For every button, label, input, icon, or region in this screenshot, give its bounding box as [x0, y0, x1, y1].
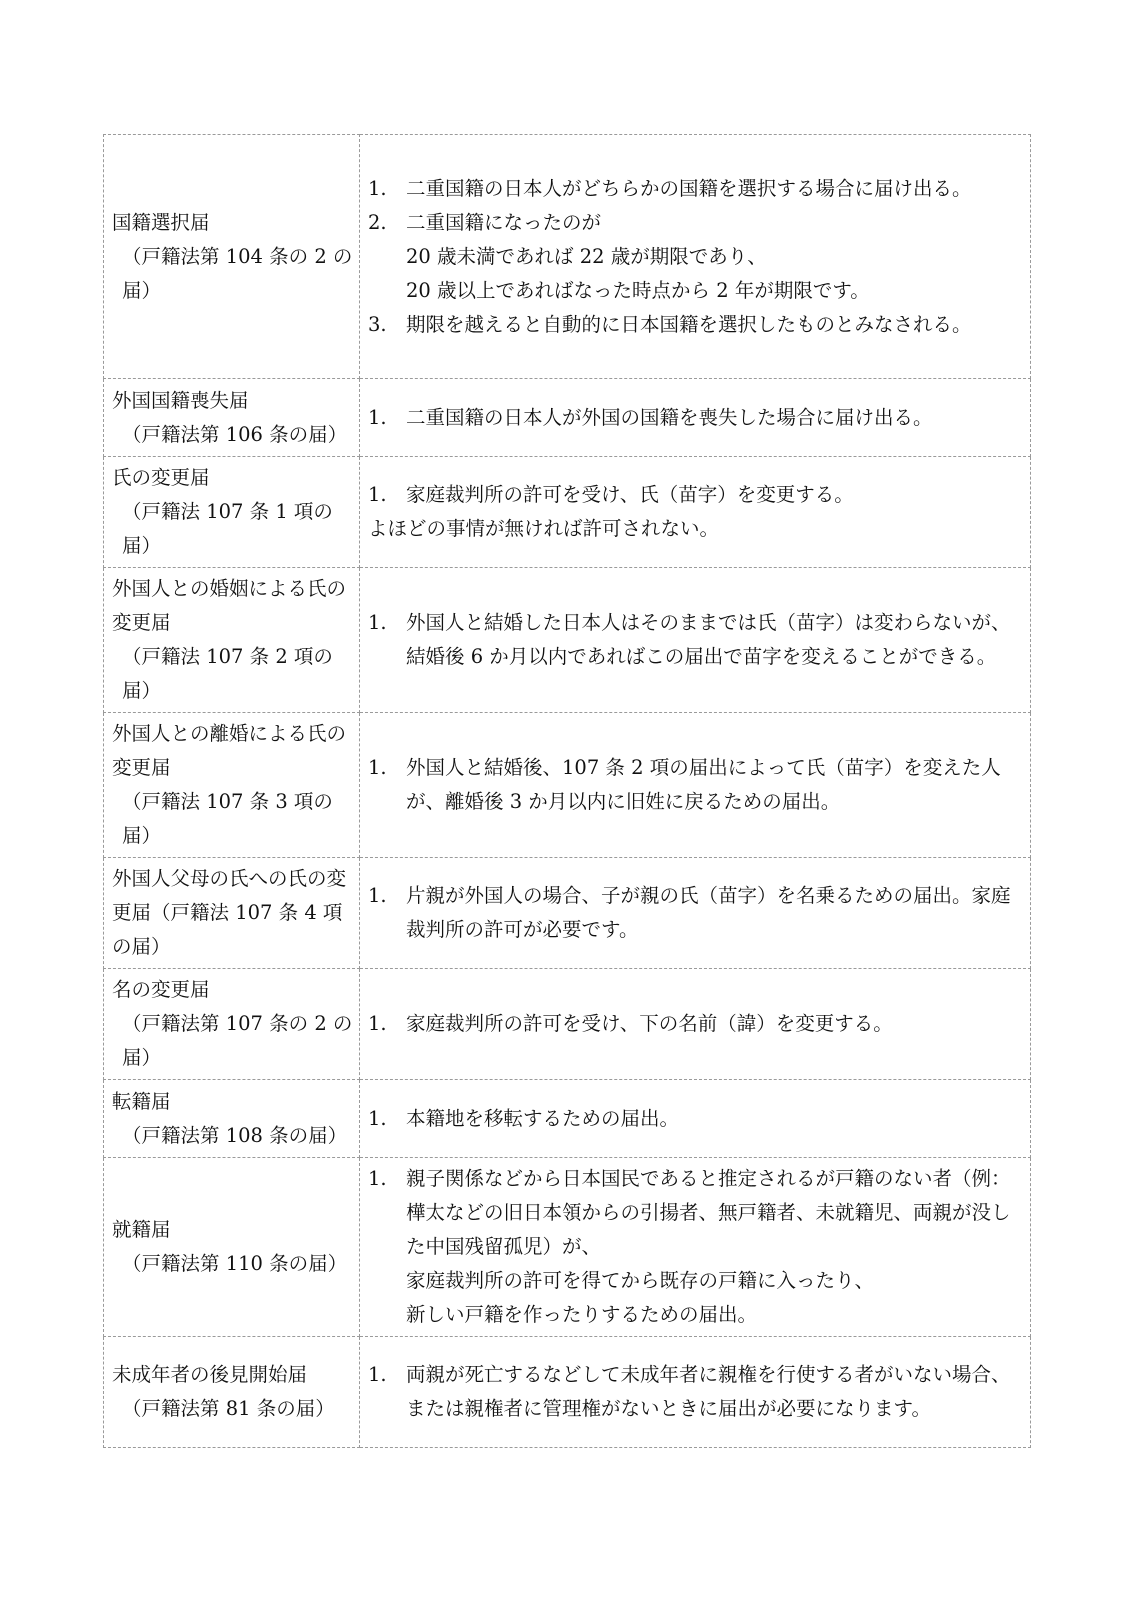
- list-item: [368, 879, 1024, 947]
- item-text: または親権者に管理権がないときに届出が必要になります。: [406, 1397, 931, 1420]
- notification-name: 氏の変更届: [112, 466, 210, 489]
- list-item: [368, 1102, 1024, 1136]
- table-row: [104, 135, 1031, 379]
- notification-name: 未成年者の後見開始届: [112, 1363, 308, 1386]
- item-text: 家庭裁判所の許可を得てから既存の戸籍に入ったり、: [406, 1269, 875, 1292]
- item-number: 1.: [368, 483, 387, 506]
- law-reference: （戸籍法第 110 条の届）: [122, 1252, 348, 1275]
- law-reference: （戸籍法 107 条 2 項の届）: [122, 645, 333, 702]
- law-reference: （戸籍法 107 条 3 項の届）: [122, 790, 333, 847]
- table-row: [104, 969, 1031, 1080]
- law-reference: （戸籍法第 81 条の届）: [122, 1397, 335, 1420]
- list-item: [368, 1007, 1024, 1041]
- item-number: 1.: [368, 405, 387, 429]
- notification-name-cell: [104, 969, 360, 1080]
- item-text: 外国人と結婚後、107 条 2 項の届出によって氏（苗字）を変えた人が、離婚後 3 か月以内に旧姓に戻るための届出。: [406, 756, 1001, 813]
- item-number: 1.: [368, 884, 387, 907]
- law-reference: （戸籍法第 106 条の届）: [122, 422, 348, 446]
- notification-description-cell: [360, 379, 1031, 457]
- item-number: 1.: [368, 611, 387, 634]
- notification-description-cell: [360, 135, 1031, 379]
- notification-name: 就籍届: [112, 1218, 171, 1241]
- table-row: [104, 1337, 1031, 1448]
- list-item: [368, 606, 1024, 674]
- law-reference: （戸籍法第 107 条の 2 の届）: [122, 1012, 353, 1069]
- item-text: 本籍地を移転するための届出。: [406, 1106, 680, 1130]
- notification-name: 名の変更届: [112, 978, 210, 1001]
- notification-description-cell: [360, 1337, 1031, 1448]
- list-item: [368, 1162, 1024, 1332]
- item-text: 家庭裁判所の許可を受け、下の名前（諱）を変更する。: [406, 1012, 893, 1035]
- notification-name: 外国人父母の氏への氏の変更届（戸籍法 107 条 4 項の届）: [112, 867, 347, 958]
- item-text: 期限を越えると自動的に日本国籍を選択したものとみなされる。: [406, 312, 972, 336]
- notification-description-cell: [360, 568, 1031, 713]
- list-item: [368, 172, 1024, 206]
- list-item: [368, 308, 1024, 342]
- item-number: 3.: [368, 312, 387, 336]
- list-item: [368, 1358, 1024, 1426]
- item-number: 2.: [368, 210, 387, 234]
- notification-description-cell: [360, 1158, 1031, 1337]
- notification-name-cell: [104, 713, 360, 858]
- notification-name: 外国人との離婚による氏の変更届: [112, 722, 347, 779]
- table-row: [104, 1158, 1031, 1337]
- item-text: 新しい戸籍を作ったりするための届出。: [406, 1303, 758, 1326]
- item-text: 二重国籍になったのが: [406, 210, 602, 234]
- item-text: 二重国籍の日本人が外国の国籍を喪失した場合に届け出る。: [406, 405, 933, 429]
- list-item: [368, 751, 1024, 819]
- notification-name-cell: [104, 457, 360, 568]
- table-row: [104, 379, 1031, 457]
- item-text: 二重国籍の日本人がどちらかの国籍を選択する場合に届け出る。: [406, 176, 972, 200]
- item-number: 1.: [368, 1106, 387, 1130]
- item-number: 1.: [368, 1167, 387, 1190]
- list-item: [368, 478, 1024, 512]
- notification-table: [103, 134, 1031, 1448]
- item-number: 1.: [368, 176, 387, 200]
- notification-name: 転籍届: [112, 1089, 171, 1113]
- list-item: [368, 401, 1024, 435]
- item-text: 家庭裁判所の許可を受け、氏（苗字）を変更する。: [406, 483, 854, 506]
- item-text: 両親が死亡するなどして未成年者に親権を行使する者がいない場合、: [406, 1363, 1011, 1386]
- notification-name: 外国国籍喪失届: [112, 388, 249, 412]
- notification-name-cell: [104, 1337, 360, 1448]
- table-row: [104, 457, 1031, 568]
- item-text: 片親が外国人の場合、子が親の氏（苗字）を名乗るための届出。家庭裁判所の許可が必要です。: [406, 884, 1011, 941]
- list-item: [368, 206, 1024, 308]
- table-row: [104, 1080, 1031, 1158]
- item-text: 外国人と結婚した日本人はそのままでは氏（苗字）は変わらないが、結婚後 6 か月以内であればこの届出で苗字を変えることができる。: [406, 611, 1011, 668]
- item-number: 1.: [368, 756, 387, 779]
- table-row: [104, 568, 1031, 713]
- item-text: 20 歳未満であれば 22 歳が期限であり、: [406, 244, 767, 268]
- notification-name-cell: [104, 568, 360, 713]
- table-row: [104, 713, 1031, 858]
- notification-name: 国籍選択届: [112, 210, 210, 234]
- item-number: 1.: [368, 1012, 387, 1035]
- law-reference: （戸籍法第 104 条の 2 の届）: [122, 244, 353, 302]
- item-note: よほどの事情が無ければ許可されない。: [368, 517, 720, 540]
- item-number: 1.: [368, 1363, 387, 1386]
- notification-description-cell: [360, 713, 1031, 858]
- law-reference: （戸籍法第 108 条の届）: [122, 1123, 348, 1147]
- notification-name-cell: [104, 1158, 360, 1337]
- notification-description-cell: [360, 969, 1031, 1080]
- law-reference: （戸籍法 107 条 1 項の届）: [122, 500, 333, 557]
- notification-name: 外国人との婚姻による氏の変更届: [112, 577, 347, 634]
- item-text: 20 歳以上であればなった時点から 2 年が期限です。: [406, 278, 870, 302]
- notification-description-cell: [360, 858, 1031, 969]
- notification-name-cell: [104, 379, 360, 457]
- notification-name-cell: [104, 135, 360, 379]
- notification-description-cell: [360, 457, 1031, 568]
- notification-name-cell: [104, 858, 360, 969]
- notification-name-cell: [104, 1080, 360, 1158]
- item-text: 親子関係などから日本国民であると推定されるが戸籍のない者（例：樺太などの旧日本領からの引揚者、無戸籍者、未就籍児、両親が没した中国残留孤児）が、: [406, 1167, 1011, 1258]
- notification-description-cell: [360, 1080, 1031, 1158]
- table-row: [104, 858, 1031, 969]
